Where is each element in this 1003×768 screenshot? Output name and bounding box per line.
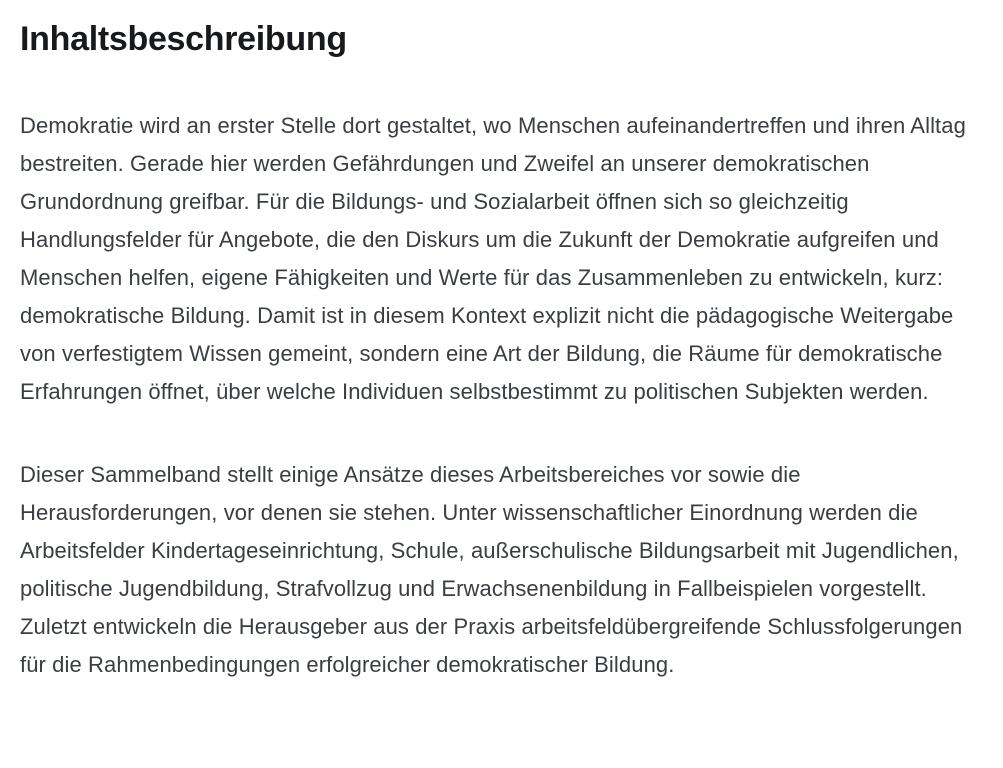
page-title: Inhaltsbeschreibung bbox=[20, 20, 347, 58]
description-paragraph-1: Demokratie wird an erster Stelle dort gestaltet, wo Menschen aufeinandertreffen und ihren Alltag bestreiten. Gerade hier werden Gefährdungen und Zweifel an unserer demokratischen Grundordnung greifbar. Für die Bildungs- und Sozialarbeit öffnen sich so gleichzeitig Handlungsfelder für Angebote, die den Diskurs um die Zukunft der Demokratie aufgreifen und Menschen helfen, eigene Fähigkeiten und Werte für das Zusammenleben zu entwickeln, kurz: demokratische Bildung. Damit ist in diesem Kontext explizit nicht die pädagogische Weitergabe von verfestigtem Wissen gemeint, sondern eine Art der Bildung, die Räume für demokratische Erfahrungen öffnet, über welche Individuen selbstbestimmt zu politischen Subjekten werden. bbox=[20, 112, 966, 404]
description-paragraph-2: Dieser Sammelband stellt einige Ansätze dieses Arbeitsbereiches vor sowie die Herausforderungen, vor denen sie stehen. Unter wissenschaftlicher Einordnung werden die Arbeitsfelder Kindertageseinrichtung, Schule, außerschulische Bildungsarbeit mit Jugendlichen, politische Jugendbildung, Strafvollzug und Erwachsenenbildung in Fallbeispielen vorgestellt. Zuletzt entwickeln die Herausgeber aus der Praxis arbeitsfeldübergreifende Schlussfolgerungen für die Rahmenbedingungen erfolgreicher demokratischer Bildung. bbox=[20, 461, 963, 677]
